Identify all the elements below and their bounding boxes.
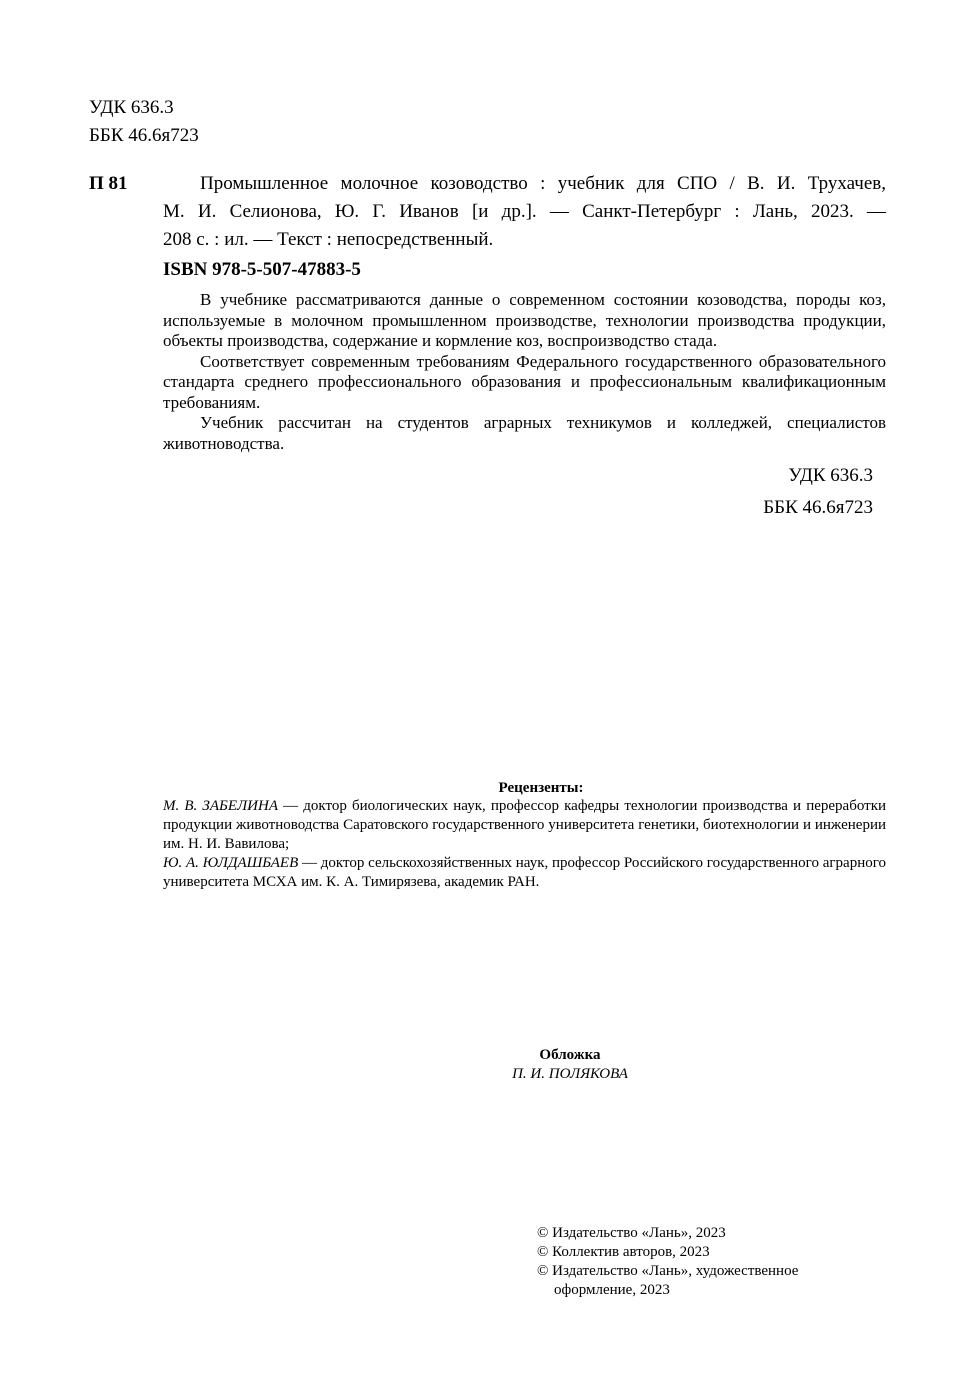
classification-codes-top [89, 94, 199, 150]
copyright-line: оформление, 2023 [554, 1282, 670, 1298]
copyright-line: © Издательство «Лань», художественное [537, 1263, 799, 1279]
cover-designer: П. И. ПОЛЯКОВА [512, 1066, 628, 1082]
bibliographic-line-3: 208 с. : ил. — Текст : непосредственный. [163, 229, 494, 250]
reviewer-description: — доктор сельскохозяйственных наук, профессор Российского государственного аграрного университета МСХА им. К. А. Тимирязева, академик РАН. [163, 855, 886, 890]
author-mark: П 81 [89, 173, 128, 194]
reviewers-heading: Рецензенты: [498, 780, 584, 796]
reviewer-entry [163, 797, 886, 854]
bibliographic-line-1: Промышленное молочное козоводство : учебник для СПО / В. И. Трухачев, [200, 173, 886, 194]
annotation-paragraph: Соответствует современным требованиям Федерального государственного образовательного стандарта среднего профессионального образования и профессиональным квалификационным требованиям. [163, 351, 886, 412]
copyright-notice [537, 1224, 867, 1300]
annotation-paragraph: Учебник рассчитан на студентов аграрных техникумов и колледжей, специалистов животноводства. [163, 413, 886, 453]
udk-code: УДК 636.3 [788, 465, 873, 486]
annotation [163, 290, 886, 454]
reviewer-name: М. В. ЗАБЕЛИНА [163, 798, 279, 814]
isbn: ISBN 978-5-507-47883-5 [163, 259, 361, 280]
reviewer-description: — доктор биологических наук, профессор кафедры технологии производства и переработки продукции животноводства Саратовского государственного университета генетики, биотехнологии и инженерии им. Н. И. Вавилова; [163, 798, 887, 852]
reviewers-list [163, 797, 886, 892]
bibliographic-line-2: М. И. Селионова, Ю. Г. Иванов [и др.]. — Санкт-Петербург : Лань, 2023. — [163, 201, 886, 222]
bbk-code: ББК 46.6я723 [763, 497, 873, 518]
cover-heading: Обложка [539, 1047, 601, 1063]
cover-credit [430, 1046, 710, 1084]
copyright-line: © Издательство «Лань», 2023 [537, 1225, 726, 1241]
reviewer-entry [163, 854, 886, 892]
bbk-code: ББК 46.6я723 [89, 125, 199, 146]
bibliographic-entry [163, 170, 886, 254]
classification-codes-right [763, 460, 873, 524]
annotation-paragraph: В учебнике рассматриваются данные о современном состоянии козоводства, породы коз, используемые в молочном промышленном производстве, технологии производства продукции, объекты производства, содержание и кормление коз, воспроизводство стада. [163, 290, 886, 350]
udk-code: УДК 636.3 [89, 97, 174, 118]
copyright-line: © Коллектив авторов, 2023 [537, 1244, 710, 1260]
reviewer-name: Ю. А. ЮЛДАШБАЕВ [163, 855, 299, 871]
